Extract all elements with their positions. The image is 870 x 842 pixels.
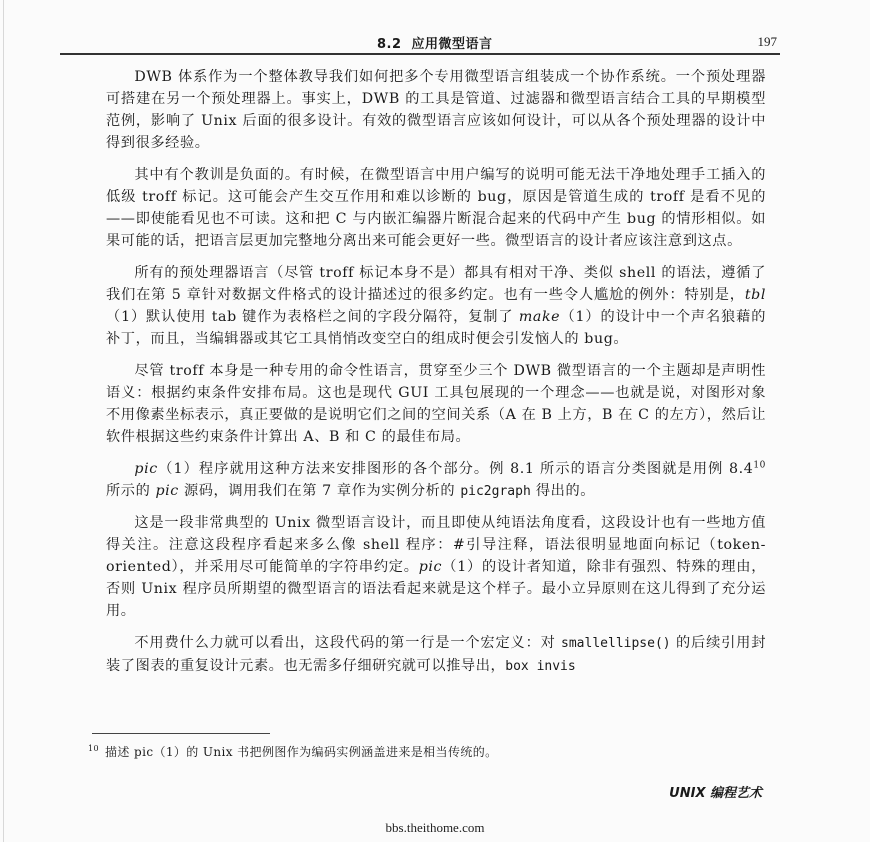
header-rule — [60, 53, 780, 55]
paragraph-3-text-a: 所有的预处理器语言（尽管 troff 标记本身不是）都具有相对干净、类似 shell 的语法，遵循了我们在第 5 章针对数据文件格式的设计描述过的很多约定。也有一些令人尴尬的例外：特别是， — [106, 265, 766, 303]
paragraph-3-text-b: （1）默认使用 tab 键作为表格栏之间的字段分隔符，复制了 — [106, 309, 519, 325]
pic-command: pic — [155, 483, 179, 499]
make-command: make — [518, 309, 561, 325]
watermark: bbs.theithome.com — [385, 820, 485, 835]
paragraph-3 — [106, 262, 766, 350]
footnote-ref[interactable]: 10 — [753, 460, 766, 471]
box-invis-code: box invis — [505, 659, 576, 674]
paragraph-6-text-b: （1）的设计者知道，除非有强烈、特殊的理由，否则 Unix 程序员所期望的微型语言的语法看起来就是这个样子。最小立异原则在这儿得到了充分运用。 — [106, 559, 766, 619]
section-number: 8.2 — [377, 37, 402, 52]
tbl-command: tbl — [744, 287, 766, 303]
pic-command: pic — [134, 461, 158, 477]
pic-command: pic — [418, 559, 443, 575]
footnote-rule — [92, 733, 270, 734]
footnote-marker: 10 — [88, 744, 99, 753]
paragraph-7-text-b: 的后续引用封装了图表的重复设计元素。也无需多仔细研究就可以推导出， — [106, 635, 766, 674]
page-number: 197 — [757, 34, 777, 49]
paragraph-7 — [106, 632, 766, 678]
paragraph-5-text-b: 所示的 — [106, 483, 156, 499]
pic2graph-code: pic2graph — [460, 484, 531, 499]
smallellipse-code: smallellipse() — [561, 636, 671, 651]
paragraph-1: DWB 体系作为一个整体教导我们如何把多个专用微型语言组装成一个协作系统。一个预处理器可搭建在另一个预处理器上。事实上，DWB 的工具是管道、过滤器和微型语言结合工具的早期模型范例，影响了 Unix 后面的很多设计。有效的微型语言应该如何设计，可以从各个预处理器的设计中得到很多经验。 — [106, 69, 766, 151]
paragraph-3-text-c: （1）的设计中一个声名狼藉的补丁，而且，当编辑器或其它工具悄悄改变空白的组成时便会引发恼人的 bug。 — [106, 309, 766, 347]
paragraph-5-text-c: 源码，调用我们在第 7 章作为实例分析的 — [178, 483, 461, 499]
section-heading — [377, 33, 493, 52]
book-title: UNIX 编程艺术 — [669, 786, 762, 801]
paragraph-6-text-a: 这是一段非常典型的 Unix 微型语言设计，而且即使从纯语法角度看，这段设计也有一些地方值得关注。注意这段程序看起来多么像 shell 程序：#引导注释，语法很明显地面向标记（token-oriented），并采用尽可能简单的字符串约定。 — [106, 515, 766, 575]
paragraph-5 — [106, 458, 766, 503]
footnote-text: 描述 pic（1）的 Unix 书把例图作为编码实例涵盖进来是相当传统的。 — [104, 745, 498, 759]
paragraph-2: 其中有个教训是负面的。有时候，在微型语言中用户编写的说明可能无法干净地处理手工插入的低级 troff 标记。这可能会产生交互作用和难以诊断的 bug，原因是管道生成的 troff 是看不见的——即使能看见也不可读。这和把 C 与内嵌汇编器片断混合起来的代码中产生 bug 的情形相似。如果可能的话，把语言层更加完整地分离出来可能会更好一些。微型语言的设计者应该注意到这点。 — [106, 167, 766, 249]
paragraph-7-text-a: 不用费什么力就可以看出，这段代码的第一行是一个宏定义：对 — [134, 635, 562, 651]
section-title: 应用微型语言 — [411, 37, 493, 52]
footnote — [88, 743, 498, 760]
paragraph-5-text-a: （1）程序就用这种方法来安排图形的各个部分。例 8.1 所示的语言分类图就是用例 8.4 — [157, 461, 754, 477]
page-edge — [3, 0, 4, 842]
body-text — [106, 66, 766, 688]
paragraph-5-text-d: 得出的。 — [530, 483, 596, 499]
paragraph-4: 尽管 troff 本身是一种专用的命令性语言，贯穿至少三个 DWB 微型语言的一个主题却是声明性语义：根据约束条件安排布局。这也是现代 GUI 工具包展现的一个理念——也就是说，对图形对象不用像素坐标表示，真正要做的是说明它们之间的空间关系（A 在 B 上方，B 在 C 的左方），然后让软件根据这些约束条件计算出 A、B 和 C 的最佳布局。 — [106, 363, 766, 445]
paragraph-6 — [106, 512, 766, 622]
running-header — [60, 33, 780, 53]
